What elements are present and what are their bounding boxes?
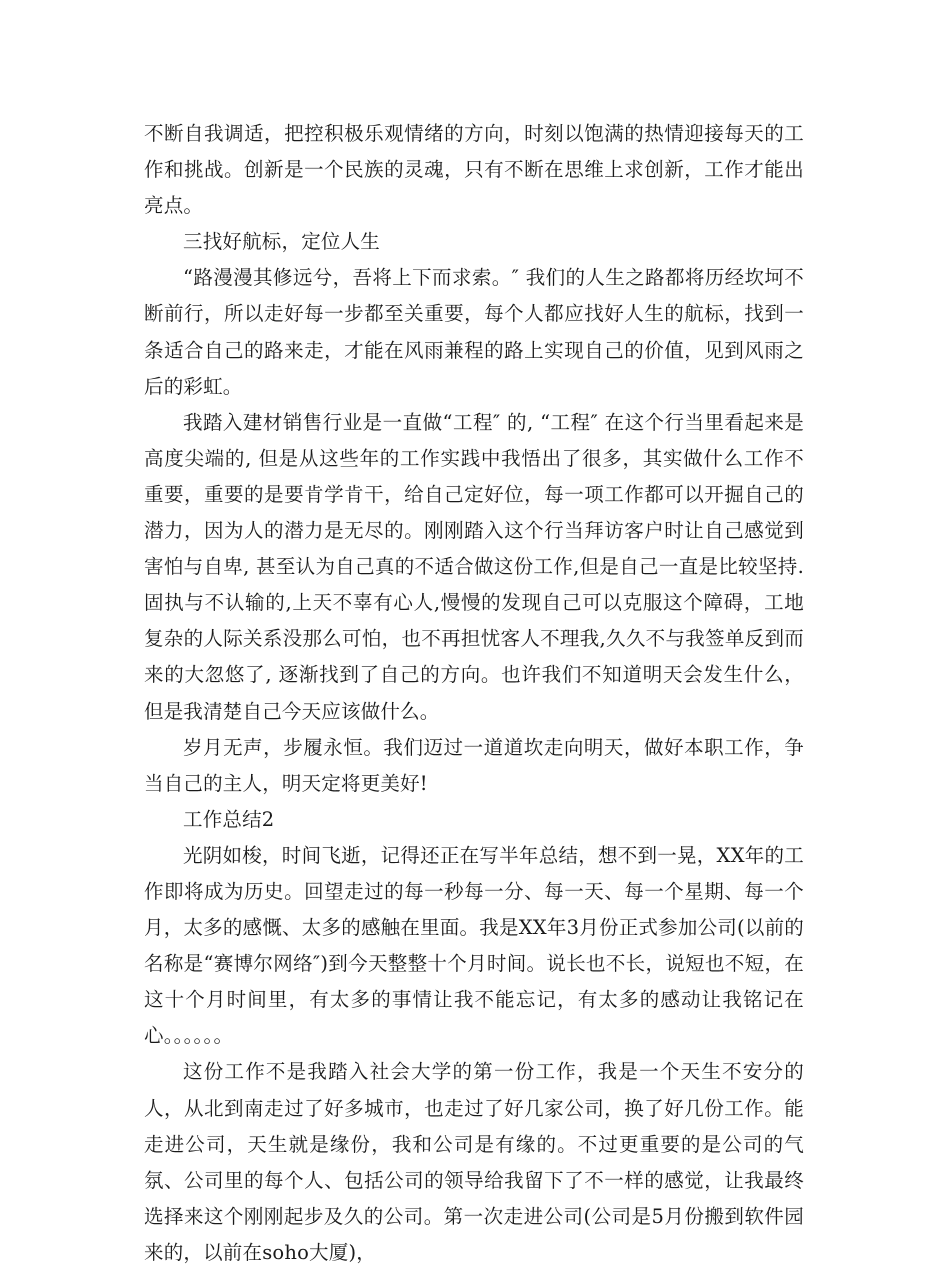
paragraph: 岁月无声，步履永恒。我们迈过一道道坎走向明天，做好本职工作，争当自己的主人，明天定将更美好! bbox=[144, 735, 804, 795]
paragraph: “路漫漫其修远兮，吾将上下而求索。″ 我们的人生之路都将历经坎坷不断前行，所以走好每一步都至关重要，每个人都应找好人生的航标，找到一条适合自己的路来走，才能在风雨兼程的路上实现自己的价值，见到风雨之后的彩虹。 bbox=[144, 266, 804, 398]
paragraph: 光阴如梭，时间飞逝，记得还正在写半年总结，想不到一晃，XX年的工作即将成为历史。回望走过的每一秒每一分、每一天、每一个星期、每一个月，太多的感慨、太多的感触在里面。我是XX年3月份正式参加公司(以前的名称是“赛博尔网络″)到今天整整十个月时间。说长也不长，说短也不短，在这十个月时间里，有太多的事情让我不能忘记，有太多的感动让我铭记在心。。。。。。 bbox=[144, 843, 804, 1048]
paragraph-continued: 不断自我调适，把控积极乐观情绪的方向，时刻以饱满的热情迎接每天的工作和挑战。创新是一个民族的灵魂，只有不断在思维上求创新，工作才能出亮点。 bbox=[144, 122, 804, 218]
paragraph: 这份工作不是我踏入社会大学的第一份工作，我是一个天生不安分的人，从北到南走过了好多城市，也走过了好几家公司，换了好几份工作。能走进公司，天生就是缘份，我和公司是有缘的。不过更重要的是公司的气氛、公司里的每个人、包括公司的领导给我留下了不一样的感觉，让我最终选择来这个刚刚起步及久的公司。第一次走进公司(公司是5月份搬到软件园来的，以前在soho大厦)， bbox=[144, 1060, 804, 1264]
section-heading-3: 三找好航标，定位人生 bbox=[183, 230, 381, 254]
paragraph: 我踏入建材销售行业是一直做“工程″ 的, “工程″ 在这个行当里看起来是高度尖端的, 但是从这些年的工作实践中我悟出了很多，其实做什么工作不重要，重要的是要肯学肯干，给自己定好位，每一项工作都可以开掘自己的潜力，因为人的潜力是无尽的。刚刚踏入这个行当拜访客户时让自己感觉到害怕与自卑, 甚至认为自己真的不适合做这份工作,但是自己一直是比较坚持.固执与不认输的,上天不辜有心人,慢慢的发现自己可以克服这个障碍，工地复杂的人际关系没那么可怕，也不再担忧客人不理我,久久不与我签单反到而来的大忽悠了, 逐渐找到了自己的方向。也许我们不知道明天会发生什么，但是我清楚自己今天应该做什么。 bbox=[144, 410, 804, 723]
document-body bbox=[144, 116, 804, 1271]
section-heading-work-summary-2: 工作总结2 bbox=[183, 807, 275, 831]
